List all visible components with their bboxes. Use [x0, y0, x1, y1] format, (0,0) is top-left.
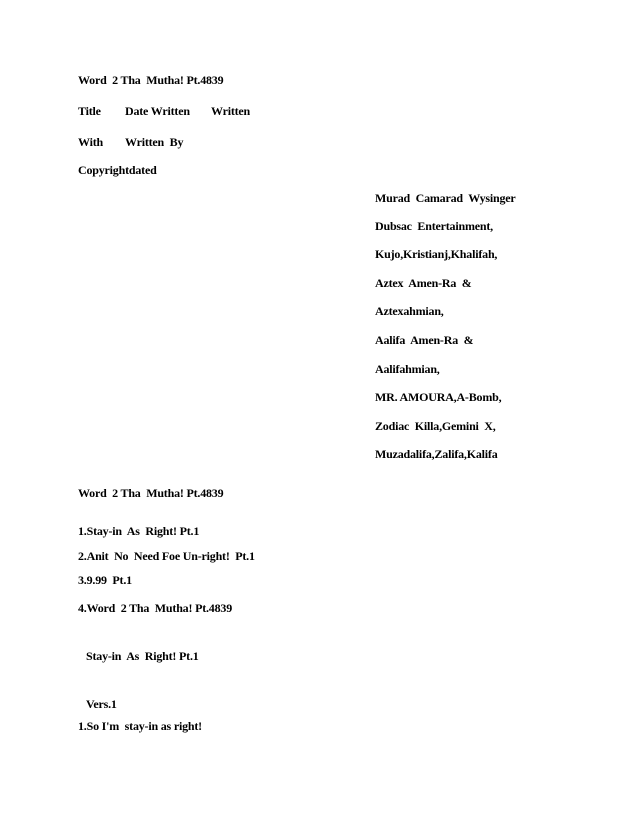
header-title: Word 2 Tha Mutha! Pt.4839	[78, 73, 224, 87]
date-written-label: Date Written	[125, 104, 190, 118]
credit-line: Muzadalifa,Zalifa,Kalifa	[375, 447, 498, 461]
credit-line: Dubsac Entertainment,	[375, 219, 493, 233]
track-item: 4.Word 2 Tha Mutha! Pt.4839	[78, 601, 232, 615]
credit-line: Kujo,Kristianj,Khalifah,	[375, 247, 498, 261]
title-label: Title	[78, 104, 101, 118]
track-item: 2.Anit No Need Foe Un-right! Pt.1	[78, 549, 255, 563]
verse-label: Vers.1	[86, 697, 117, 711]
credit-line: Aztexahmian,	[375, 304, 444, 318]
credit-line: Murad Camarad Wysinger	[375, 191, 516, 205]
track-item: 3.9.99 Pt.1	[78, 573, 132, 587]
written-by-label: Written By	[125, 135, 184, 149]
track-item: 1.Stay-in As Right! Pt.1	[78, 524, 200, 538]
credit-line: MR. AMOURA,A-Bomb,	[375, 390, 502, 404]
copyright-label: Copyrightdated	[78, 163, 157, 177]
song-title: Stay-in As Right! Pt.1	[86, 649, 199, 663]
lyric-line: 1.So I'm stay-in as right!	[78, 719, 202, 733]
with-label: With	[78, 135, 103, 149]
credit-line: Zodiac Killa,Gemini X,	[375, 419, 496, 433]
credit-line: Aalifa Amen-Ra &	[375, 333, 474, 347]
written-label: Written	[211, 104, 251, 118]
album-title: Word 2 Tha Mutha! Pt.4839	[78, 486, 224, 500]
credit-line: Aalifahmian,	[375, 362, 440, 376]
credit-line: Aztex Amen-Ra &	[375, 276, 472, 290]
